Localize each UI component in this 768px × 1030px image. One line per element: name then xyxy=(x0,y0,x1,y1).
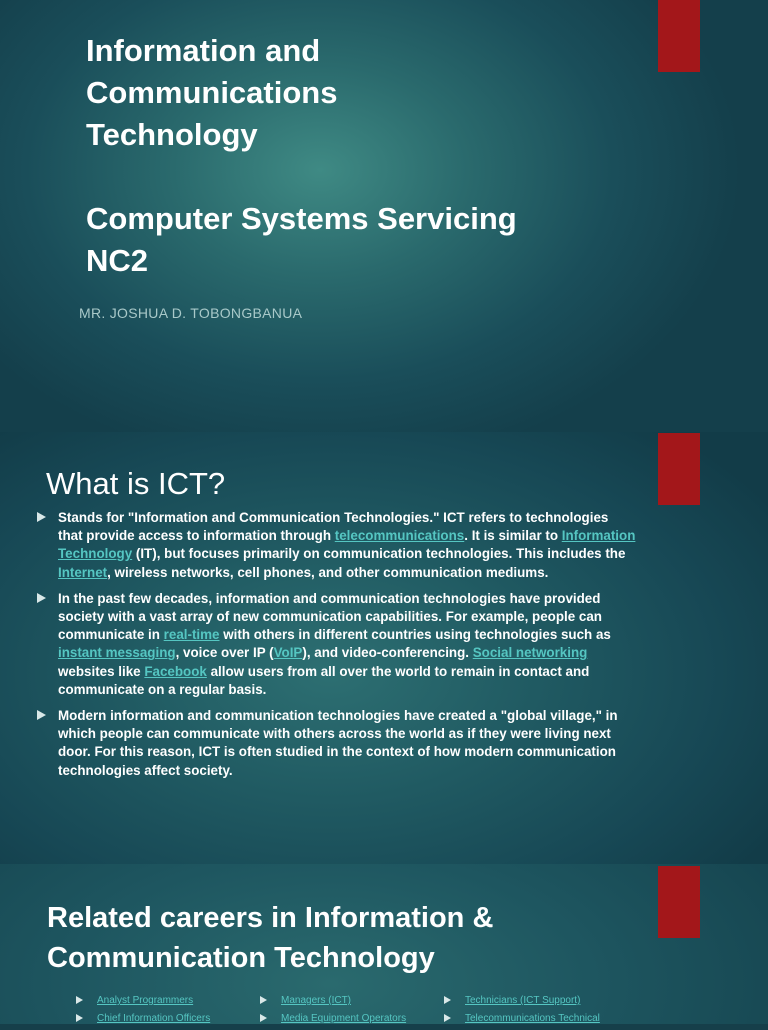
careers-column xyxy=(259,994,459,1030)
career-item xyxy=(443,1012,643,1030)
careers-column xyxy=(443,994,643,1030)
link-real-time[interactable]: real-time xyxy=(163,627,220,643)
bullet-text: ), and video-conferencing. xyxy=(302,645,473,661)
bullet-arrow-icon xyxy=(260,1014,267,1022)
bullet-text: , wireless networks, cell phones, and other communication mediums. xyxy=(107,564,549,580)
title-line: Information and xyxy=(86,33,321,68)
subtitle-line: NC2 xyxy=(86,243,149,278)
author-name: MR. JOSHUA D. TOBONGBANUA xyxy=(79,305,303,321)
heading-line: Related careers in Information & xyxy=(47,902,494,934)
link-internet[interactable]: Internet xyxy=(58,564,108,580)
career-link[interactable]: Media Equipment Operators xyxy=(281,1013,407,1024)
career-link[interactable]: Chief Information Officers xyxy=(97,1013,211,1024)
bullet-text: In the past few decades, information and communication technologies have provided society with a vast array of new communication capabilities. For example, people can communicate in xyxy=(58,590,602,643)
title-slide xyxy=(0,0,768,432)
bullet-arrow-icon xyxy=(76,996,83,1004)
career-link[interactable]: Technicians (ICT Support) xyxy=(465,995,581,1006)
career-item xyxy=(259,1012,459,1030)
bullet-arrow-icon xyxy=(37,593,46,603)
career-item xyxy=(259,994,459,1012)
link-telecommunications[interactable]: telecommunications xyxy=(334,528,465,544)
heading-line: Communication Technology xyxy=(47,942,435,974)
slide-accent-tab xyxy=(658,0,700,72)
career-item xyxy=(75,994,275,1012)
slide-heading: What is ICT? xyxy=(46,466,226,501)
career-link[interactable]: Telecommunications Technical xyxy=(465,1013,600,1024)
bullet-arrow-icon xyxy=(76,1014,83,1022)
bullet-arrow-icon xyxy=(37,710,46,720)
bullet-arrow-icon xyxy=(37,512,46,522)
bullet-arrow-icon xyxy=(444,1014,451,1022)
slide-title xyxy=(86,30,646,282)
career-item xyxy=(443,994,643,1012)
career-link[interactable]: Analyst Programmers xyxy=(97,995,194,1006)
slide-accent-tab xyxy=(658,433,700,505)
link-information-technology[interactable]: Information Technology xyxy=(58,528,636,562)
bullet-list xyxy=(36,509,636,788)
bullet-item xyxy=(36,590,636,699)
career-link[interactable]: Managers (ICT) xyxy=(281,995,352,1006)
bullet-text: . It is similar to xyxy=(464,528,562,544)
bullet-text: (IT), but focuses primarily on communication technologies. This includes the xyxy=(132,546,626,562)
bullet-item xyxy=(36,707,636,780)
careers-column xyxy=(75,994,275,1030)
bullet-arrow-icon xyxy=(260,996,267,1004)
subtitle-line: Computer Systems Servicing xyxy=(86,201,517,236)
bullet-text: Stands for "Information and Communication Technologies." ICT refers to technologies that provide access to information through xyxy=(58,510,609,544)
bullet-text: Modern information and communication technologies have created a "global village," in which people can communicate with others across the world as if they were living next door. For this reason, ICT is often studied in the context of how modern communication technologies affect society. xyxy=(58,708,618,778)
link-facebook[interactable]: Facebook xyxy=(144,663,207,679)
bullet-text: with others in different countries using technologies such as xyxy=(219,627,611,643)
bullet-text: allow users from all over the world to remain in contact and communicate on a regular basis. xyxy=(58,663,590,697)
slide-heading xyxy=(47,898,667,978)
link-instant-messaging[interactable]: instant messaging xyxy=(58,645,176,661)
link-voip[interactable]: VoIP xyxy=(273,645,303,661)
title-line: Communications xyxy=(86,75,338,110)
bullet-text: , voice over IP ( xyxy=(175,645,274,661)
bullet-arrow-icon xyxy=(444,996,451,1004)
link-social-networking[interactable]: Social networking xyxy=(472,645,588,661)
bullet-item xyxy=(36,509,636,582)
career-item xyxy=(75,1012,275,1030)
title-line: Technology xyxy=(86,117,258,152)
bullet-text: websites like xyxy=(58,663,145,679)
